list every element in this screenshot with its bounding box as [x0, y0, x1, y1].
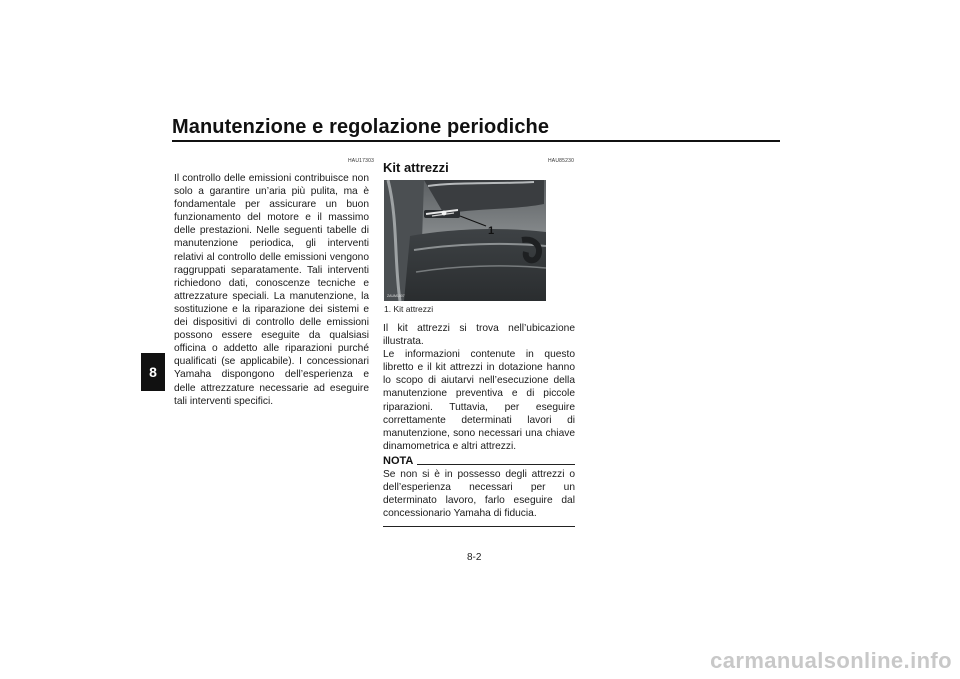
page-title: Manutenzione e regolazione periodiche	[172, 116, 550, 138]
figure-caption: 1. Kit attrezzi	[384, 304, 434, 314]
note-text: Se non si è in possesso degli attrezzi o dell’esperienza necessari per un determinato lavoro, farlo eseguire dal concessionario Yamaha di fiducia.	[383, 469, 575, 520]
figure-code: ZAUM1007	[387, 294, 405, 298]
section-code-right: HAU85230	[548, 158, 575, 164]
note-header	[383, 453, 575, 467]
note-end-rule	[383, 526, 575, 527]
section-code-left: HAU17303	[348, 158, 375, 164]
section-title-kit-attrezzi: Kit attrezzi	[383, 160, 449, 175]
note-rule	[417, 464, 575, 465]
figure-callout-1: 1	[488, 225, 495, 237]
toolkit-figure	[384, 180, 546, 301]
header-divider	[172, 140, 780, 142]
toolkit-illustration	[384, 180, 546, 301]
toolkit-paragraph: Il kit attrezzi si trova nell’ubicazione illustrata. Le informazioni contenute in questo libretto e il kit attrezzi in dotazione hanno lo scopo di aiutarvi nell’esecuzione della manutenzione preventiva e di piccole riparazioni. Tuttavia, per eseguire correttamente determinati lavori di manutenzione, sono necessari una chiave dinamometrica e altri attrezzi.	[383, 323, 575, 452]
page-number: 8-2	[467, 552, 482, 563]
watermark: carmanualsonline.info	[710, 648, 952, 673]
emissions-paragraph: Il controllo delle emissioni contribuisce non solo a garantire un’aria più pulita, ma è fondamentale per assicurare un buon funzionamento del motore e il massimo delle prestazioni. Nelle seguenti tabelle di manutenzione periodica, gli interventi relativi al controllo delle emissioni vengono raggruppati separatamente. Tali interventi richiedono dati, conoscenze tecniche e attrezzature speciali. La manutenzione, la sostituzione e la riparazione dei sistemi e dei dispositivi di controllo delle emissioni possono essere eseguite da qualsiasi officina o addetto alle riparazioni purché qualificati (se applicabile). I concessionari Yamaha dispongono dell’esperienza e delle attrezzature necessarie ad eseguire tali interventi specifici.	[174, 173, 369, 407]
note-label: NOTA	[383, 455, 414, 467]
chapter-tab: 8	[141, 353, 165, 391]
